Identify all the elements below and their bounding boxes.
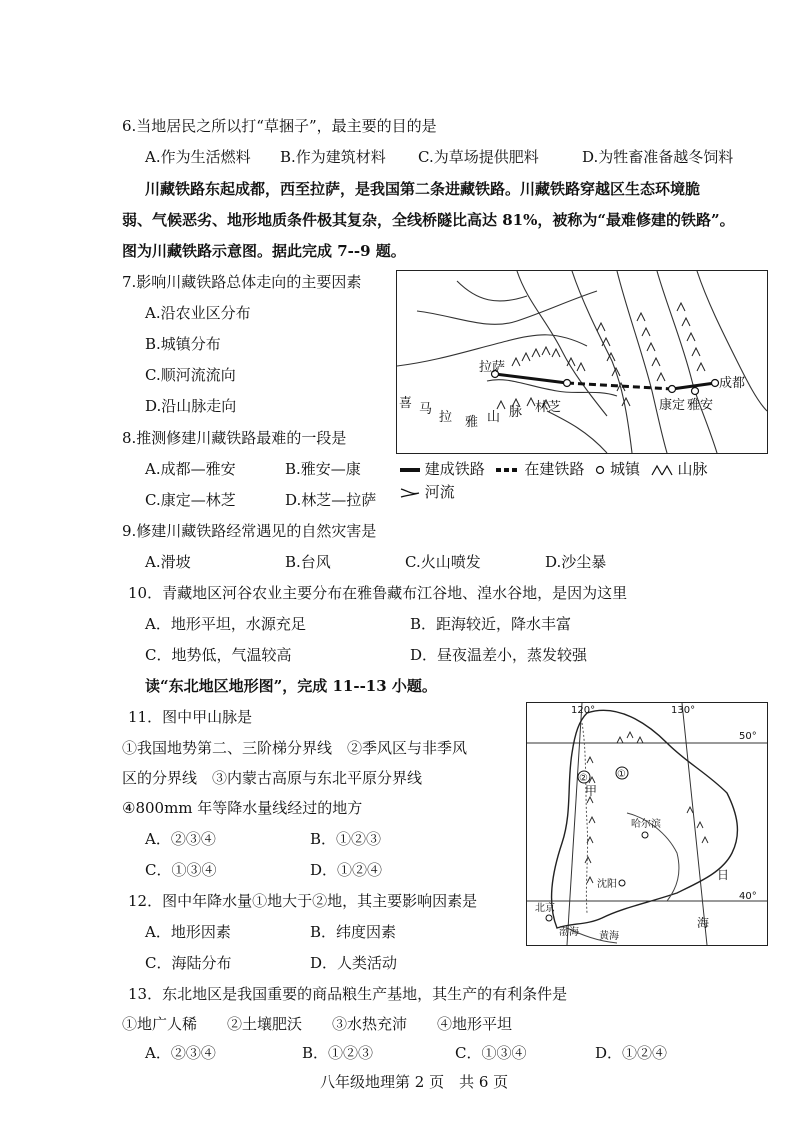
built-railway-lhasa	[495, 374, 567, 383]
q10-option-c: C．地势低，气温较高	[145, 646, 292, 664]
jia-label: 甲	[585, 784, 598, 798]
northeast-map-drawing	[527, 703, 767, 945]
river	[457, 281, 527, 301]
mountain-hatching	[585, 732, 708, 883]
q9-option-c: C.火山喷发	[405, 553, 481, 571]
q6-option-c: C.为草场提供肥料	[418, 148, 539, 166]
lon-120-label: 120°	[571, 705, 596, 716]
q8-option-c: C.康定—林芝	[145, 491, 236, 509]
kangding-label: 康定	[659, 398, 686, 413]
yaan-label: 雅安	[687, 398, 714, 413]
q6-option-b: B.作为建筑材料	[280, 148, 386, 166]
q6-option-a: A.作为生活燃料	[145, 148, 251, 166]
sea-of-japan-char-1: 日	[717, 868, 730, 882]
river	[417, 291, 597, 324]
q12-option-a: A．地形因素	[145, 923, 231, 941]
page-footer: 八年级地理第 2 页 共 6 页	[320, 1073, 509, 1091]
passage1-line3: 图为川藏铁路示意图。据此完成 7--9 题。	[122, 242, 406, 260]
legend-built-label: 建成铁路	[424, 460, 485, 478]
yaan-town-dot	[692, 388, 699, 395]
q7-option-c: C.顺河流流向	[145, 366, 236, 384]
town-symbol	[595, 465, 605, 475]
q6-option-d: D.为牲畜准备越冬饲料	[582, 148, 734, 166]
point-2-label: ②	[579, 773, 588, 784]
passage1-line1: 川藏铁路东起成都，西至拉萨，是我国第二条进藏铁路。川藏铁路穿越区生态环境脆	[145, 180, 701, 198]
legend-mountain-label: 山脉	[677, 460, 708, 478]
chengdu-town-dot	[712, 380, 719, 387]
lhasa-label: 拉萨	[479, 360, 506, 375]
q11-option-a: A．②③④	[145, 830, 216, 848]
q13-option-d: D．①②④	[595, 1044, 668, 1062]
q11-option-c: C．①③④	[145, 861, 217, 879]
railway-map-drawing	[397, 271, 767, 453]
lat-50-label: 50°	[739, 731, 757, 742]
q9-stem: 9.修建川藏铁路经常遇见的自然灾害是	[122, 522, 377, 540]
q7-option-a: A.沿农业区分布	[145, 304, 251, 322]
q9-option-a: A.滑坡	[145, 553, 191, 571]
q11-statement-line2: 区的分界线 ③内蒙古高原与东北平原分界线	[122, 769, 423, 787]
q11-option-d: D．①②④	[310, 861, 383, 879]
himalaya-char-6: 脉	[509, 405, 523, 420]
harbin-label: 哈尔滨	[631, 819, 661, 830]
map1-legend	[400, 459, 714, 479]
building-railway-symbol	[496, 465, 520, 475]
legend-building-label: 在建铁路	[524, 460, 585, 478]
q7-option-d: D.沿山脉走向	[145, 397, 237, 415]
intro-11-13: 读“东北地区地形图”，完成 11--13 小题。	[145, 677, 437, 695]
q10-option-a: A．地形平坦，水源充足	[145, 615, 306, 633]
beijing-dot	[546, 915, 552, 921]
river	[657, 271, 717, 453]
huanghai-label: 黄海	[599, 931, 619, 942]
himalaya-char-5: 山	[487, 410, 501, 425]
bohai-label: 渤海	[559, 927, 579, 938]
q11-stem: 11．图中甲山脉是	[128, 708, 253, 726]
q10-option-b: B．距海较近，降水丰富	[410, 615, 572, 633]
lat-40-label: 40°	[739, 891, 757, 902]
harbin-dot	[642, 832, 648, 838]
q12-option-b: B．纬度因素	[310, 923, 397, 941]
river	[547, 411, 607, 453]
q13-option-a: A．②③④	[145, 1044, 216, 1062]
beijing-label: 北京	[535, 903, 555, 914]
passage1-line2: 弱、气候恶劣、地形地质条件极其复杂，全线桥隧比高达 81%，被称为“最难修建的铁路”。	[122, 211, 735, 229]
q13-stem: 13．东北地区是我国重要的商品粮生产基地，其生产的有利条件是	[128, 985, 568, 1003]
q11-statement-line1: ①我国地势第二、三阶梯分界线 ②季风区与非季风	[122, 739, 468, 757]
shenyang-label: 沈阳	[597, 879, 617, 890]
q12-option-d: D．人类活动	[310, 954, 398, 972]
river-symbol	[400, 487, 420, 499]
point-1-label: ①	[617, 769, 626, 780]
q7-option-b: B.城镇分布	[145, 335, 221, 353]
q13-option-c: C．①③④	[455, 1044, 527, 1062]
meridian-130	[682, 703, 710, 945]
q10-option-d: D．昼夜温差小，蒸发较强	[410, 646, 588, 664]
q8-option-b: B.雅安—康	[285, 460, 361, 478]
q12-option-c: C．海陆分布	[145, 954, 232, 972]
q12-stem: 12．图中年降水量①地大于②地，其主要影响因素是	[128, 892, 478, 910]
northeast-china-map	[526, 702, 768, 946]
q8-stem: 8.推测修建川藏铁路最难的一段是	[122, 429, 347, 447]
river	[617, 271, 667, 453]
q8-option-a: A.成都—雅安	[145, 460, 236, 478]
mountain-symbol	[651, 464, 673, 476]
q13-conditions: ①地广人稀 ②土壤肥沃 ③水热充沛 ④地形平坦	[122, 1015, 513, 1033]
linzhi-town-dot	[564, 380, 571, 387]
q11-statement-line3: ④800mm 年等降水量线经过的地方	[122, 799, 363, 817]
kangding-town-dot	[669, 386, 676, 393]
chengdu-label: 成都	[719, 376, 746, 391]
himalaya-char-3: 拉	[439, 410, 453, 425]
q9-option-b: B.台风	[285, 553, 331, 571]
himalaya-char-1: 喜	[399, 396, 413, 411]
daxinganling-range	[582, 723, 588, 913]
lon-130-label: 130°	[671, 705, 696, 716]
legend-town-label: 城镇	[609, 460, 640, 478]
himalaya-char-4: 雅	[465, 415, 479, 430]
q6-stem: 6.当地居民之所以打“草捆子”，最主要的目的是	[122, 117, 437, 135]
q7-stem: 7.影响川藏铁路总体走向的主要因素	[122, 273, 362, 291]
linzhi-label: 林芝	[535, 400, 562, 415]
built-railway-symbol	[400, 465, 420, 475]
sea-of-japan-char-2: 海	[697, 916, 710, 930]
legend-river-label: 河流	[424, 483, 455, 501]
q9-option-d: D.沙尘暴	[545, 553, 607, 571]
q11-option-b: B．①②③	[310, 830, 382, 848]
map1-legend-river	[400, 482, 461, 502]
himalaya-char-2: 马	[419, 402, 433, 417]
shenyang-dot	[619, 880, 625, 886]
q13-option-b: B．①②③	[302, 1044, 374, 1062]
q10-stem: 10．青藏地区河谷农业主要分布在雅鲁藏布江谷地、湟水谷地，是因为这里	[128, 584, 628, 602]
sichuan-tibet-railway-map	[396, 270, 768, 454]
q8-option-d: D.林芝—拉萨	[285, 491, 377, 509]
